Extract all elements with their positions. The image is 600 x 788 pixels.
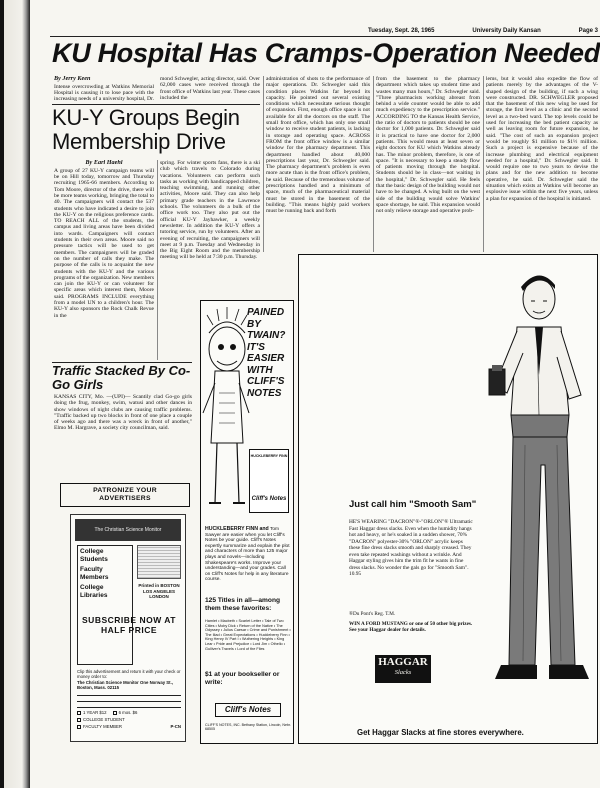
hospital-text-5: lems, but it would also expedite the flow of patients merely by the advantages of the V-shaped design of the building, if such a wing were constructed. DR. SCHWEGLER proposed that the basement of this new wing be used for storage, the first level as a clinic and the second level as a two-bed ward. The top levels could be used for increasing the bed patient capacity as well as leaving room for future expansion, he said. "The cost of such an expansion project would be roughly $1 million to $1½ million. Such a project is expensive because of the increase plumbing and electrical equipment needed for a hospital," Dr. Schwegler said. It would require one to two years to devise the plans and for the new addition to become operative, he said. Dr. Schwegler said the situation which exists at Watkins will become an explosive issue within the next five years, unless a plan for expansion of the hospital is initiated.: [486, 76, 598, 202]
cliffs-titles-heading: 125 Titles in all—among them these favorites:: [205, 597, 280, 612]
checkbox-icon[interactable]: [77, 711, 81, 715]
coupon-instructions: Clip this advertisement and return it with your check or money order to:: [77, 669, 181, 679]
option-college-student-label: COLLEGE STUDENT: [83, 717, 125, 722]
patronize-box: [60, 483, 190, 507]
monitor-masthead: [75, 519, 181, 541]
monitor-masthead-text: The Christian Science Monitor: [94, 527, 162, 533]
haggar-logo-sub: Slacks: [394, 669, 412, 676]
hospital-text-4: from the basement to the pharmacy department which takes up student time and wastes many man hours," Dr. Schwegler said. "Three pharmacists working abreast from behind a wide counter would be able to add much expediency to the prescription service." ACCORDING TO the Kansas Health Service, the ratio of doctors to patients should be one doctor for 1,000 patients. Dr. Schwegler said it is practical to have one doctor for 2,000 patients. This would mean at least seven or eight doctors for KU which Watkins already has. The minor problem, therefore, is one of space. "It is necessary to keep a steady flow of patients moving through the hospital. Students should be in class—not waiting in the hospital," Dr. Schwegler said. He feels that the basic design of the building would not have to be changed. A wing built on the west side of the building would solve Watkins' space shortage, he said. This expansion would not only relieve storage and operative prob-: [376, 76, 480, 215]
hospital-text-1: Intense overcrowding at Watkins Memorial Hospital is causing it to lose pace with the increasing needs of a university hospital, Dr.: [54, 83, 154, 102]
cliffs-description: [205, 527, 291, 583]
hospital-headline: KU Hospital Has Cramps-Operation Needed: [52, 38, 600, 68]
checkbox-icon[interactable]: [113, 711, 117, 715]
audience-libraries: College Libraries: [80, 584, 108, 599]
haggar-advertisement: [298, 254, 598, 744]
monitor-newspaper-image: [137, 545, 181, 665]
option-college-student[interactable]: [77, 717, 125, 722]
col-divider: [483, 76, 484, 252]
hospital-col-4: [376, 76, 480, 252]
kuy-col-2: [160, 160, 260, 296]
option-six-months-label: 6 mos. $6: [118, 710, 138, 715]
cliffs-address: CLIFF'S NOTES, INC. Bethany Station, Lincoln, Nebr. 68505: [205, 723, 291, 732]
cliffs-tagline: PAINED BY TWAIN? IT'S EASIER WITH CLIFF'S NOTES: [247, 307, 286, 399]
book-cover-title: HUCKLEBERRY FINN: [250, 454, 288, 458]
coupon-term-options: [77, 710, 181, 715]
audience-faculty: Faculty Members: [80, 566, 109, 581]
hospital-text-2: mond Schwegler, acting director, said. Over 62,000 cases were received through the front office of Watkins last year. These cases included the: [160, 76, 260, 101]
hospital-byline: By Jerry Keen: [54, 76, 91, 82]
subscription-coupon: [77, 669, 181, 729]
traffic-body: [54, 394, 192, 478]
kuy-byline: By Earl Haehl: [85, 160, 123, 166]
option-faculty-member[interactable]: [77, 724, 122, 729]
patronize-line-2: ADVERTISERS: [99, 495, 151, 502]
option-six-months[interactable]: [113, 710, 138, 715]
hospital-col-3: [266, 76, 370, 252]
cliffs-desc-body: Tom Sawyer are easier when you let Cliff's Notes be your guide. Cliff's Notes expertly summarize and explain the plot and characters of more than 125 major plays and novels—including Shakespeare's works. Improve your understanding—and your grades. Call on Cliff's Notes for help in any literature course.: [205, 527, 290, 583]
haggar-tagline: Get Haggar Slacks at fine stores everywhere.: [357, 728, 524, 737]
cliffs-price: $1 at your bookseller or write:: [205, 671, 280, 686]
newspaper-page: [30, 0, 600, 788]
coupon-address: The Christian Science Monitor One Norway St., Boston, Mass. 02115: [77, 680, 173, 690]
kuy-text-2: spring. For winter sports fans, there is a ski club which travels to Colorado during vacations. Volunteers can perform such tasks as working with handicapped children, teaching swimming, and running other activities, Moore said. They can also help primary grade teachers in the Lawrence schools. The volunteers do a bulk of the office work too. They also put out the official KU-Y Jayhawker, a weekly newsletter. In addition the KU-Y offers a tutoring service, run by volunteers. After an evening of recruiting, the campaigners will meet at 9 p.m. Tuesday and Wednesday in the Big Eight Room and the membership meeting will be held at 7:30 p.m. Thursday.: [160, 160, 260, 261]
hospital-col-5: [486, 76, 598, 252]
checkbox-icon[interactable]: [77, 718, 81, 722]
cliffs-notes-advertisement: [200, 300, 294, 744]
cliffs-logo: Cliff's Notes: [215, 703, 281, 717]
haggar-copy: HE'S WEARING "DACRON"®-"ORLON"® Ultramatic Fast Haggar dress slacks. Even when the humidity hangs hot and heavy, or he's soaked in a sudden shower, 70% "DACRON" polyester-30% "ORLON" acrylic keeps these fine dress slacks smooth and sharply creased. They even take repeated washings without a wrinkle. And Haggar styling gives him the trim fit he wants in fine dress slacks. No wonder the gals go for "Smooth Sam". 10.95: [349, 519, 473, 577]
coupon-role-option: [77, 717, 181, 722]
hospital-text-3: administration of shots to the performance of major operations. Dr. Schwegler said this condition places Watkins far beyond its capacity. He pointed out several existing conditions which necessitate serious thought of expansion. First, enough office space is not available for all the doctors on the staff. The small front office, which has only one small window to receive student patients, is lacking in storage and operating space. ACROSS FROM the front office window is a similar window for the pharmacy department. This department handled about 40,000 prescriptions last year, Dr. Schwegler said. The pharmacy department's problem is even more acute than is the front office's problem, he said. Because of the tremendous volume of prescriptions handled and a minimum of space, much of the pharmaceutical material must be stored in the basement of the building. "This means highly paid workers must be running back and forth: [266, 76, 370, 215]
binding-edge: [0, 0, 30, 788]
hospital-col-1: [54, 76, 154, 102]
patronize-line-1: PATRONIZE YOUR: [93, 487, 157, 494]
cliffs-titles-list: Hamlet • Macbeth • Scarlet Letter • Tale of Two Cities • Moby Dick • Return of the Native • The Odyssey • Julius Caesar • Crime and Punishment • The Iliad • Great Expectations • Huckleberry Finn • King Henry IV Part I • Wuthering Heights • King Lear • Pride and Prejudice • Lord Jim • Othello • Gulliver's Travels • Lord of the Flies: [205, 619, 291, 651]
monitor-audience-box: [77, 545, 133, 665]
col-divider: [263, 76, 264, 252]
col-divider: [157, 160, 158, 360]
cliffs-book-cover: [249, 449, 289, 513]
masthead: [368, 28, 598, 34]
haggar-logo-main: HAGGAR: [378, 656, 428, 668]
monitor-printed-in: Printed in BOSTON LOS ANGELES LONDON: [138, 583, 180, 599]
audience-students: College Students: [80, 548, 108, 563]
ad-code: P-CN: [170, 724, 181, 729]
option-one-year[interactable]: [77, 710, 107, 715]
monitor-advertisement: [70, 514, 186, 742]
cartoon-illustration: [201, 303, 251, 519]
subscribe-headline: SUBSCRIBE NOW AT HALF PRICE: [82, 615, 176, 635]
coupon-role-option: [77, 724, 181, 729]
col-divider: [373, 76, 374, 252]
newspaper-thumbnail: [137, 545, 181, 579]
haggar-trademark: ®Du Pont's Reg. T.M.: [349, 611, 396, 617]
traffic-headline: Traffic Stacked By Co-Go Girls: [52, 363, 191, 392]
paper-name: University Daily Kansan: [472, 28, 541, 34]
haggar-fineprint: [349, 611, 473, 634]
hospital-col-2: [160, 76, 260, 104]
haggar-contest: WIN A FORD MUSTANG or one of 50 other big prizes. See your Haggar dealer for details.: [349, 621, 473, 634]
coupon-line: [77, 702, 181, 708]
checkbox-icon[interactable]: [77, 725, 81, 729]
option-one-year-label: 1 YEAR $12: [83, 710, 107, 715]
kuy-col-1: [54, 160, 154, 360]
traffic-text: KANSAS CITY, Mo. —(UPI)— Scantily clad Go-go girls doing the frug, monkey, swim, watusi and other dances in show windows of night clubs are causing traffic problems. "Traffic backed up two blocks in front of one place a couple of weeks ago and there was a wreck in front of another," Elmo M. Hargrave, a society city councilman, said.: [54, 394, 192, 432]
masthead-rule: [50, 36, 600, 37]
man-in-slacks-illustration: [465, 265, 595, 705]
option-faculty-member-label: FACULTY MEMBER: [83, 724, 122, 729]
haggar-logo: [375, 655, 431, 683]
kuy-headline: KU-Y Groups Begin Membership Drive: [52, 105, 240, 154]
cliffs-desc-title: HUCKLEBERRY FINN and: [205, 526, 269, 532]
kuy-text-1: A group of 27 KU-Y campaign teams will be on Hill today, tomorrow and Thursday recruiting 1965-66 members. According to Tom Moore, director of the drive, there will be more teams working, bringing the total to 40. The campaigners will contact the 537 students who have indicated a desire to join the KU-Y on the religious preference cards. TO REACH ALL of the students, the campus and living areas have been divided into wards. Campaigners will contact students in their own areas. Moore said no pressure tactics will be used to get members. The campaigners will be graded on the number of calls they make. The purpose of the calls is to acquaint the new students with the KU-Y and the various programs of the organization. New members can join the KU-Y or can volunteer for specific areas which interest them, Moore said. PROGRAMS INCLUDE everything from a model UN to a children's hour. The KU-Y also sponsors the Rock Chalk Revue in the: [54, 167, 154, 319]
haggar-headline: Just call him "Smooth Sam": [349, 499, 477, 510]
book-cover-brand: Cliff's Notes: [251, 496, 287, 502]
page-number: Page 3: [578, 28, 598, 34]
issue-date: Tuesday, Sept. 28, 1965: [368, 28, 435, 34]
